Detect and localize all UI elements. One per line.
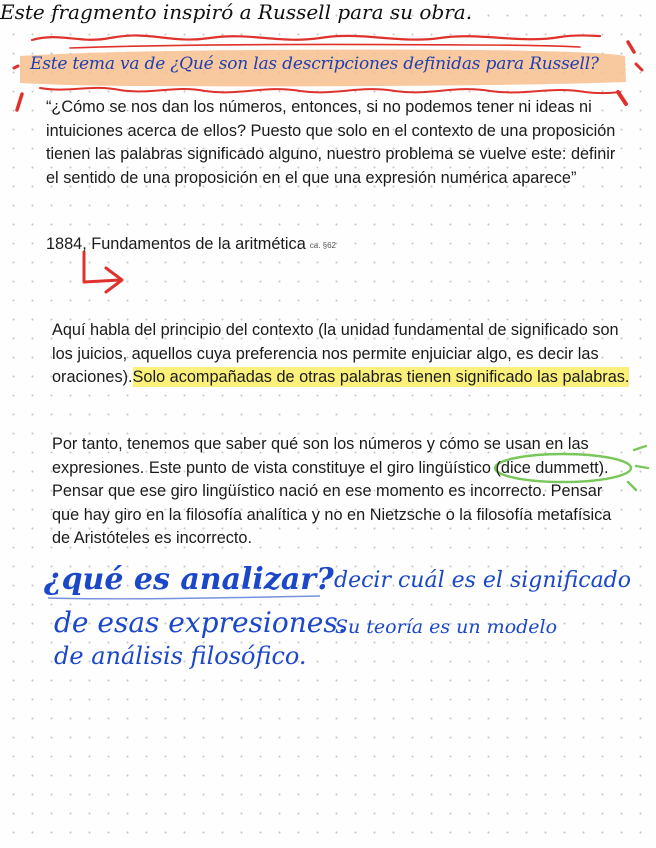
red-mark-left bbox=[14, 66, 18, 68]
handwritten-answer-1: decir cuál es el significado bbox=[334, 568, 632, 593]
circled-term: giro lingüístico bbox=[386, 458, 491, 477]
handwritten-answer-3: Su teoría es un modelo bbox=[335, 616, 558, 638]
highlighted-sentence: Solo acompañadas de otras palabras tienen significado las palabras. bbox=[132, 368, 630, 386]
frege-quote: “¿Cómo se nos dan los números, entonces, si no podemos tener ni ideas ni intuiciones acerca de ellos? Puesto que solo en el contexto de una proposición tienen las palabras significado alguno, nuestro problema se vuelve este: definir el sentido de una proposición en el que una expresión numérica aparece” bbox=[46, 98, 616, 187]
paragraph2-before: Por tanto, tenemos que saber qué son los números y cómo se usan en las expresiones. Este punto de vista constituye el bbox=[52, 435, 589, 477]
reference-line bbox=[46, 233, 336, 258]
reference-text: 1884, Fundamentos de la aritmética bbox=[46, 235, 306, 253]
handwritten-question: ¿qué es analizar? bbox=[44, 562, 334, 597]
red-arrow-icon bbox=[84, 252, 122, 292]
red-mark-leftlow bbox=[17, 94, 22, 110]
handwritten-note: Este fragmento inspiró a Russell para su obra. bbox=[0, 0, 473, 24]
green-tick-1 bbox=[634, 446, 646, 450]
green-tick-2 bbox=[636, 466, 648, 468]
reference-citation: ca. §62 bbox=[309, 241, 336, 250]
red-squiggle-top-2 bbox=[70, 44, 580, 48]
red-mark-rmid bbox=[636, 64, 642, 70]
banner-title: Este tema va de ¿Qué son las descripciones definidas para Russell? bbox=[30, 54, 599, 74]
paragraph2-after: (dice dummett). Pensar que ese giro lingüístico nació en ese momento es incorrecto. Pensar que hay giro en la filosofía analítica y no en Nietzsche o la filosofía metafísica de Aristóteles es incorrecto. bbox=[52, 458, 612, 547]
red-squiggle-top bbox=[32, 35, 600, 40]
red-squiggle-bottom bbox=[40, 88, 620, 93]
red-mark-rtop bbox=[628, 42, 634, 52]
paragraph-linguistic-turn bbox=[52, 433, 632, 551]
handwritten-answer-4: de análisis filosófico. bbox=[54, 642, 307, 670]
paragraph1-text: Aquí habla del principio del contexto (la unidad fundamental de significado son los juicios, aquellos cuya preferencia nos permite enjuiciar algo, es decir las oraciones). bbox=[52, 321, 619, 386]
paragraph-context-principle bbox=[52, 319, 632, 390]
handwritten-answer-2: de esas expresiones. bbox=[54, 606, 347, 639]
